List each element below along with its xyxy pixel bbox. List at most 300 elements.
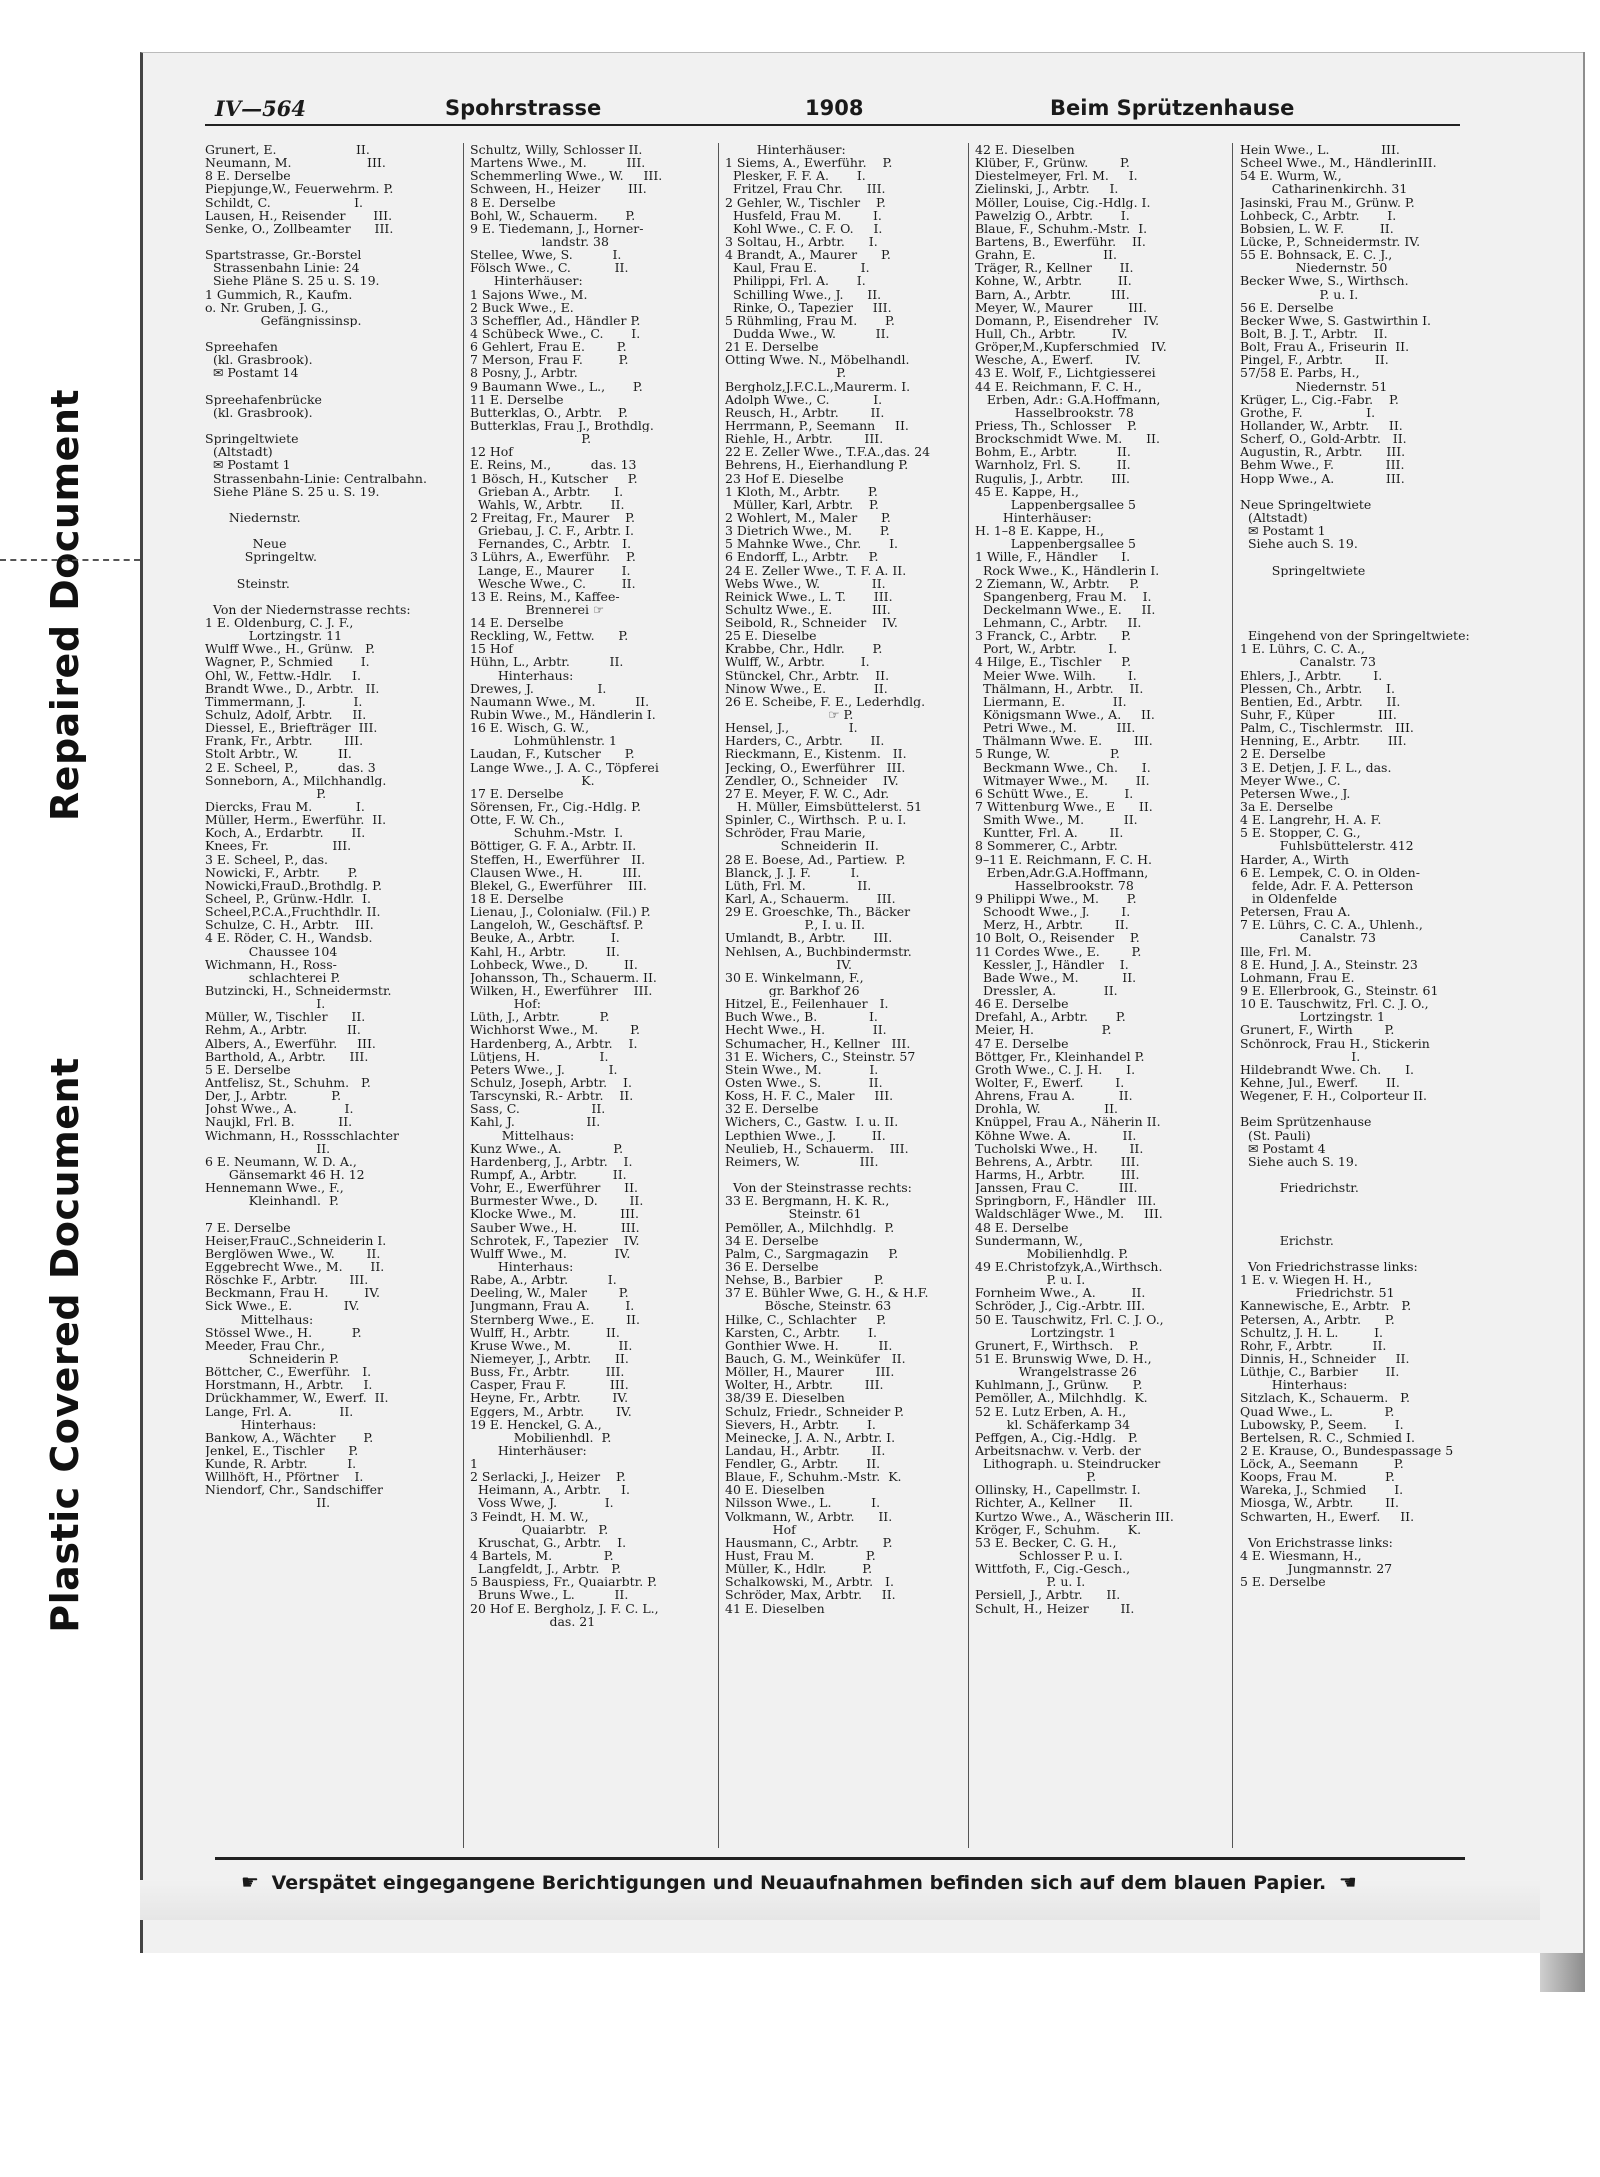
directory-line: Hinterhaus: bbox=[470, 1259, 574, 1274]
directory-line: Reusch, H., Arbtr. II. bbox=[725, 405, 885, 419]
directory-line: Clausen Wwe., H. III. bbox=[470, 865, 642, 879]
directory-line: Hühn, L., Arbtr. II. bbox=[470, 655, 624, 669]
directory-line: Spreehafen bbox=[205, 340, 278, 354]
directory-line: Wichmann, H., Ross- bbox=[205, 957, 337, 971]
directory-line: Witmayer Wwe., M. II. bbox=[975, 773, 1150, 787]
directory-line: Hopp Wwe., A. III. bbox=[1240, 471, 1405, 485]
directory-line: Stein Wwe., M. I. bbox=[725, 1062, 879, 1076]
directory-line: Spangenberg, Frau M. I. bbox=[975, 589, 1152, 603]
directory-line: 25 E. Dieselbe bbox=[725, 629, 817, 643]
directory-line: felde, Adr. F. A. Petterson bbox=[1240, 878, 1414, 893]
directory-line: Königsmann Wwe., A. II. bbox=[975, 708, 1155, 722]
directory-line: Scheel Wwe., M., HändlerinIII. bbox=[1240, 156, 1437, 170]
directory-line bbox=[1240, 577, 1470, 590]
directory-line: Kröger, F., Schuhm. K. bbox=[975, 1522, 1142, 1536]
directory-line: Rohr, F., Arbtr. II. bbox=[1240, 1338, 1387, 1352]
directory-line: Persiell, J., Arbtr. II. bbox=[975, 1588, 1121, 1602]
directory-line: P. u. I. bbox=[975, 1575, 1086, 1589]
directory-line bbox=[1240, 590, 1470, 603]
directory-line: Petersen Wwe., J. bbox=[1240, 786, 1351, 801]
directory-line: Mittelhaus: bbox=[205, 1312, 314, 1326]
directory-line bbox=[1240, 1247, 1470, 1260]
directory-line: Arbeitsnachw. v. Verb. der bbox=[975, 1443, 1141, 1458]
directory-line: Bohl, W., Schauerm. P. bbox=[470, 208, 636, 222]
header-street: Spohrstrasse bbox=[445, 96, 602, 120]
directory-line: Wolter, F., Ewerf. I. bbox=[975, 1075, 1125, 1090]
directory-line: Schultz Wwe., E. III. bbox=[725, 602, 891, 617]
directory-line bbox=[205, 564, 435, 577]
directory-line: 1 bbox=[470, 1457, 478, 1471]
directory-line: 26 E. Scheibe, F. E., Lederhdlg. bbox=[725, 694, 926, 709]
directory-line: Blekel, G., Ewerführer III. bbox=[470, 878, 647, 893]
directory-line: H. 1–8 E. Kappe, H., bbox=[975, 524, 1105, 538]
directory-line: Nilsson Wwe., L. I. bbox=[725, 1496, 881, 1510]
directory-line: 1 Wille, F., Händler I. bbox=[975, 550, 1131, 564]
directory-line: Krüger, L., Cig.-Fabr. P. bbox=[1240, 392, 1399, 406]
directory-line bbox=[205, 498, 435, 511]
header-section: Beim Sprützenhause bbox=[1050, 96, 1295, 120]
directory-line: 34 E. Derselbe bbox=[725, 1233, 819, 1247]
directory-line: Bolt, B. J. T., Arbtr. II. bbox=[1240, 326, 1388, 341]
directory-line: Bentien, Ed., Arbtr. II. bbox=[1240, 694, 1401, 709]
directory-line: Catharinenkirchh. 31 bbox=[1240, 182, 1408, 196]
directory-line: Brandt Wwe., D., Arbtr. II. bbox=[205, 681, 380, 695]
directory-line bbox=[1240, 616, 1470, 629]
directory-line: Reinick Wwe., L. T. III. bbox=[725, 589, 893, 603]
directory-line: Osten Wwe., S. II. bbox=[725, 1075, 883, 1090]
directory-line: Miosga, W., Arbtr. II. bbox=[1240, 1496, 1399, 1510]
directory-line: P., I. u. II. bbox=[725, 918, 865, 932]
directory-line: Drewes, J. I. bbox=[470, 681, 607, 695]
directory-line: 28 E. Boese, Ad., Partiew. P. bbox=[725, 852, 906, 866]
directory-line: Volkmann, W., Arbtr. II. bbox=[725, 1509, 893, 1523]
directory-line: 17 E. Derselbe bbox=[470, 786, 564, 801]
directory-line: Müller, Karl, Arbtr. P. bbox=[725, 497, 879, 511]
directory-line: Bankow, A., Wächter P. bbox=[205, 1430, 374, 1444]
directory-line: 23 Hof E. Dieselbe bbox=[725, 471, 844, 485]
directory-line: 57/58 E. Parbs, H., bbox=[1240, 366, 1360, 380]
directory-line: (kl. Grasbrook). bbox=[205, 353, 313, 367]
directory-line: Lappenbergsallee 5 bbox=[975, 497, 1136, 511]
directory-line: Zielinski, J., Arbtr. I. bbox=[975, 182, 1119, 196]
directory-line: Lange, Frl. A. II. bbox=[205, 1404, 354, 1418]
directory-line: Eggebrecht Wwe., M. II. bbox=[205, 1259, 385, 1274]
directory-line: 20 Hof E. Bergholz, J. F. C. L., bbox=[470, 1601, 659, 1615]
directory-line: 46 E. Derselbe bbox=[975, 997, 1069, 1011]
directory-line: 3 Franck, C., Arbtr. P. bbox=[975, 629, 1131, 643]
directory-line: Pingel, F., Arbtr. II. bbox=[1240, 353, 1389, 367]
directory-line: landstr. 38 bbox=[470, 234, 609, 249]
directory-line: Hinterhaus: bbox=[470, 668, 574, 682]
directory-line: Müller, K., Hdlr. P. bbox=[725, 1562, 873, 1576]
directory-line: Heiser,FrauC.,Schneiderin I. bbox=[205, 1233, 387, 1247]
directory-line: 8 Sommerer, C., Arbtr. bbox=[975, 839, 1118, 853]
directory-line: Langeloh, W., Geschäftsf. P. bbox=[470, 918, 644, 932]
directory-line: Möller, H., Maurer III. bbox=[725, 1365, 895, 1379]
directory-line: Neulieb, H., Schauerm. III. bbox=[725, 1141, 909, 1155]
directory-line: 51 E. Brunswig Wwe, D. H., bbox=[975, 1351, 1152, 1366]
directory-line: 1 Sajons Wwe., M. bbox=[470, 287, 588, 301]
pointing-hand-left-icon: ☚ bbox=[1338, 1870, 1357, 1894]
directory-line: Böttger, Fr., Kleinhandel P. bbox=[975, 1049, 1145, 1063]
directory-line: Stössel Wwe., H. P. bbox=[205, 1325, 362, 1339]
directory-line: Heimann, A., Arbtr. I. bbox=[470, 1483, 630, 1497]
directory-line: 5 Bauspiess, Fr., Quaiarbtr. P. bbox=[470, 1575, 657, 1589]
directory-line: Becker Wwe, S. Gastwirthin I. bbox=[1240, 313, 1432, 327]
directory-line bbox=[1240, 1523, 1470, 1536]
directory-line: Liermann, E. II. bbox=[975, 694, 1127, 709]
directory-line: 1 Siems, A., Ewerführ. P. bbox=[725, 156, 893, 170]
directory-line: Hausmann, C., Arbtr. P. bbox=[725, 1535, 893, 1550]
directory-line: Springeltwiete bbox=[1240, 563, 1366, 577]
directory-line: Schneiderin P. bbox=[205, 1351, 340, 1366]
directory-line: Riehle, H., Arbtr. III. bbox=[725, 432, 884, 446]
footer-rule bbox=[215, 1857, 1465, 1860]
directory-line: Hilke, C., Schlachter P. bbox=[725, 1312, 887, 1326]
directory-line: Kessler, J., Händler I. bbox=[975, 957, 1129, 971]
directory-line: ✉ Postamt 14 bbox=[205, 366, 299, 380]
directory-column-2 bbox=[470, 143, 700, 1853]
directory-line: Webs Wwe., W. II. bbox=[725, 576, 886, 590]
directory-line: P. bbox=[205, 786, 327, 801]
directory-line: Erichstr. bbox=[1240, 1233, 1334, 1247]
directory-line: 41 E. Dieselben bbox=[725, 1601, 825, 1615]
directory-line: Plesker, F. F. A. I. bbox=[725, 169, 866, 183]
directory-line: Lepthien Wwe., J. II. bbox=[725, 1128, 886, 1142]
directory-line: Springeltwiete bbox=[205, 432, 299, 446]
directory-line: Heyne, Fr., Arbtr. IV. bbox=[470, 1391, 629, 1405]
directory-line: Rubin Wwe., M., Händlerin I. bbox=[470, 708, 656, 722]
directory-line: 6 E. Lempek, C. O. in Olden- bbox=[1240, 865, 1420, 879]
directory-line: Drückhammer, W., Ewerf. II. bbox=[205, 1391, 389, 1405]
directory-line: Neumann, M. III. bbox=[205, 156, 386, 170]
directory-line: Petersen, A., Arbtr. P. bbox=[1240, 1312, 1395, 1326]
directory-line: 7 Merson, Frau F. P. bbox=[470, 353, 629, 367]
directory-line: Lücke, P., Schneidermstr. IV. bbox=[1240, 234, 1421, 249]
directory-line: Hasselbrookstr. 78 bbox=[975, 878, 1134, 893]
directory-line: Schröder, Max, Arbtr. II. bbox=[725, 1588, 896, 1602]
directory-line: Hinterhaus: bbox=[205, 1417, 317, 1431]
directory-line: Naujkl, Frl. B. II. bbox=[205, 1115, 353, 1129]
footer-text: Verspätet eingegangene Berichtigungen und Neuaufnahmen befinden sich auf dem blauen Papier. bbox=[271, 1872, 1327, 1894]
directory-line: 47 E. Derselbe bbox=[975, 1036, 1069, 1050]
directory-line: Wichmann, H., Rossschlachter bbox=[205, 1128, 399, 1142]
directory-line: Deeling, W., Maler P. bbox=[470, 1286, 629, 1300]
directory-line: 9–11 E. Reichmann, F. C. H. bbox=[975, 852, 1152, 866]
directory-line: Rieckmann, E., Kistenm. II. bbox=[725, 747, 907, 761]
directory-line: 9 Philippi Wwe., M. P. bbox=[975, 892, 1137, 906]
directory-line: 1 Gummich, R., Kaufm. bbox=[205, 287, 353, 301]
directory-line: Meeder, Frau Chr., bbox=[205, 1338, 325, 1352]
directory-line: Lohmann, Frau E. bbox=[1240, 970, 1355, 984]
directory-line: Lüthje, C., Barbier II. bbox=[1240, 1365, 1400, 1379]
directory-line: Grunert, F., Wirthsch. P. bbox=[975, 1338, 1139, 1352]
directory-line: 8 E. Hund, J. A., Steinstr. 23 bbox=[1240, 957, 1418, 971]
directory-line: P. bbox=[725, 366, 847, 380]
directory-line: I. bbox=[205, 997, 326, 1011]
directory-line: (Altstadt) bbox=[205, 445, 273, 459]
directory-line: o. Nr. Gruben, J. G., bbox=[205, 300, 329, 314]
directory-line: Friedrichstr. 51 bbox=[1240, 1286, 1395, 1300]
directory-line: Meinecke, J. A. N., Arbtr. I. bbox=[725, 1430, 896, 1444]
directory-line: 6 Schütt Wwe., E. I. bbox=[975, 786, 1134, 801]
directory-column-3 bbox=[725, 143, 955, 1853]
directory-line: Becker Wwe, S., Wirthsch. bbox=[1240, 274, 1409, 288]
directory-line: 3a E. Derselbe bbox=[1240, 800, 1334, 814]
directory-line bbox=[1240, 485, 1470, 498]
directory-line bbox=[1240, 1194, 1470, 1207]
directory-line: 14 E. Derselbe bbox=[470, 616, 564, 630]
directory-line: Hardenberg, J., Arbtr. I. bbox=[470, 1154, 633, 1168]
directory-line: Rumpf, A., Arbtr. II. bbox=[470, 1167, 627, 1182]
directory-line: Blaue, F., Schuhm.-Mstr. I. bbox=[975, 221, 1148, 235]
directory-line: Sternberg Wwe., E. II. bbox=[470, 1312, 640, 1326]
directory-line: Karl, A., Schauerm. III. bbox=[725, 892, 896, 906]
directory-line: 16 E. Wisch, G. W., bbox=[470, 721, 590, 735]
directory-line: Timmermann, J. I. bbox=[205, 694, 363, 709]
directory-line: Barthold, A., Arbtr. III. bbox=[205, 1049, 369, 1063]
directory-line: Siehe Pläne S. 25 u. S. 19. bbox=[205, 274, 380, 288]
directory-line: 5 Rühmling, Frau M. P. bbox=[725, 313, 895, 327]
directory-line: Spinler, C., Wirthsch. P. u. I. bbox=[725, 813, 907, 827]
directory-line: Smith Wwe., M. II. bbox=[975, 813, 1138, 827]
directory-line: Quad Wwe., L. P. bbox=[1240, 1404, 1395, 1418]
directory-line: Mittelhaus: bbox=[470, 1128, 575, 1142]
directory-line: 3 E. Detjen, J. F. L., das. bbox=[1240, 760, 1392, 774]
pointing-hand-right-icon: ☛ bbox=[241, 1870, 259, 1894]
directory-line: 18 E. Derselbe bbox=[470, 892, 564, 906]
directory-line: 24 E. Zeller Wwe., T. F. A. II. bbox=[725, 563, 907, 577]
directory-line: 2 E. Derselbe bbox=[1240, 747, 1326, 761]
directory-line: 5 E. Derselbe bbox=[1240, 1575, 1326, 1589]
directory-line: P. bbox=[470, 432, 592, 446]
directory-line: Niedernstr. bbox=[205, 510, 301, 525]
directory-line bbox=[205, 380, 435, 393]
directory-line: Pawelzig O., Arbtr. I. bbox=[975, 208, 1130, 222]
directory-line: Griebau, J. C. F., Arbtr. I. bbox=[470, 524, 634, 538]
directory-line: Groth Wwe., C. J. H. I. bbox=[975, 1062, 1136, 1076]
directory-line bbox=[1240, 550, 1470, 563]
directory-line: Petersen, Frau A. bbox=[1240, 905, 1351, 919]
directory-line: Butterklas, Frau J., Brothdlg. bbox=[470, 418, 654, 433]
directory-line: Rabe, A., Arbtr. I. bbox=[470, 1273, 617, 1287]
directory-line: das. 21 bbox=[470, 1614, 596, 1628]
directory-line: Hasselbrookstr. 78 bbox=[975, 405, 1134, 419]
directory-line: Vohr, E., Ewerführer II. bbox=[470, 1181, 639, 1195]
directory-line: Hinterhäuser: bbox=[725, 143, 846, 157]
directory-line: Wareka, J., Schmied I. bbox=[1240, 1483, 1404, 1497]
directory-line: Wagner, P., Schmied I. bbox=[205, 655, 370, 669]
directory-line: Sick Wwe., E. IV. bbox=[205, 1299, 360, 1313]
directory-line bbox=[1240, 1207, 1470, 1220]
directory-line: Johansson, Th., Schauerm. II. bbox=[470, 970, 657, 984]
directory-line: 9 E. Tiedemann, J., Horner- bbox=[470, 221, 644, 235]
directory-line: Neue bbox=[205, 537, 287, 551]
directory-line: Buss, Fr., Arbtr. III. bbox=[470, 1365, 625, 1379]
page-number: IV—564 bbox=[215, 96, 306, 121]
directory-line: Henning, E., Arbtr. III. bbox=[1240, 734, 1407, 748]
directory-line bbox=[1240, 603, 1470, 616]
directory-line: 33 E. Bergmann, H. K. R., bbox=[725, 1194, 890, 1208]
directory-line: Nehse, B., Barbier P. bbox=[725, 1273, 884, 1287]
directory-line: 4 Hilge, E., Tischler P. bbox=[975, 655, 1132, 669]
directory-line: Ollinsky, H., Capellmstr. I. bbox=[975, 1483, 1141, 1497]
directory-line: Spreehafenbrücke bbox=[205, 392, 322, 406]
directory-line: Lortzingstr. 1 bbox=[1240, 1010, 1386, 1024]
directory-line: 53 E. Becker, C. G. H., bbox=[975, 1535, 1117, 1550]
directory-line: Reckling, W., Fettw. P. bbox=[470, 629, 629, 643]
directory-line: 49 E.Christofzyk,A.,Wirthsch. bbox=[975, 1259, 1163, 1274]
directory-line: Schuhm.-Mstr. I. bbox=[470, 826, 624, 840]
directory-line: 2 E. Scheel, P., das. 3 bbox=[205, 760, 376, 774]
directory-line: Suhr, F., Küper III. bbox=[1240, 708, 1397, 722]
directory-line: Augustin, R., Arbtr. III. bbox=[1240, 445, 1406, 459]
directory-line: 3 Dietrich Wwe., M. P. bbox=[725, 524, 890, 538]
directory-line: Siehe auch S. 19. bbox=[1240, 537, 1358, 551]
directory-line: Wesche Wwe., C. II. bbox=[470, 576, 636, 590]
directory-line: Fritzel, Frau Chr. III. bbox=[725, 182, 886, 196]
directory-line: Bobsien, L. W. F. II. bbox=[1240, 221, 1394, 235]
directory-line bbox=[725, 1168, 955, 1181]
directory-line: Scherf, O., Gold-Arbtr. II. bbox=[1240, 432, 1407, 446]
directory-line: Röschke F., Arbtr. III. bbox=[205, 1273, 369, 1287]
directory-line: Frank, Fr., Arbtr. III. bbox=[205, 734, 364, 748]
directory-line: Diestelmeyer, Frl. M. I. bbox=[975, 169, 1138, 183]
directory-line: 1 E. v. Wiegen H. H., bbox=[1240, 1273, 1372, 1287]
plastic-covered-document-label: Plastic Covered Document bbox=[43, 1057, 87, 1633]
directory-line: Koch, A., Erdarbtr. II. bbox=[205, 826, 366, 840]
directory-line: Diessel, E., Briefträger III. bbox=[205, 721, 378, 735]
directory-line: Otting Wwe. N., Möbelhandl. bbox=[725, 353, 910, 367]
directory-line: Diercks, Frau M. I. bbox=[205, 800, 365, 814]
directory-line: 3 E. Scheel, P., das. bbox=[205, 852, 328, 866]
directory-line: Senke, O., Zollbeamter III. bbox=[205, 221, 394, 235]
directory-line: Eingehend von der Springeltwiete: bbox=[1240, 629, 1470, 643]
directory-line: 3 Feindt, H. M. W., bbox=[470, 1509, 589, 1523]
directory-line: Merz, H., Arbtr. II. bbox=[975, 918, 1129, 932]
directory-line: ✉ Postamt 1 bbox=[1240, 524, 1326, 538]
directory-line: Krabbe, Chr., Hdlr. P. bbox=[725, 642, 883, 656]
directory-line: Beuke, A., Arbtr. I. bbox=[470, 931, 620, 945]
directory-line: Bertelsen, R. C., Schmied I. bbox=[1240, 1430, 1415, 1444]
directory-line: Blanck, J. J. F. I. bbox=[725, 865, 860, 879]
directory-line: 11 Cordes Wwe., E. P. bbox=[975, 944, 1142, 958]
directory-line: 54 E. Wurm, W., bbox=[1240, 169, 1342, 183]
directory-line: Barn, A., Arbtr. III. bbox=[975, 287, 1130, 301]
directory-line: H. Müller, Eimsbüttelerst. 51 bbox=[725, 800, 923, 814]
directory-line: Steinstr. 61 bbox=[725, 1207, 862, 1221]
directory-line: Laudan, F., Kutscher P. bbox=[470, 747, 635, 761]
directory-line: Kahl, H., Arbtr. II. bbox=[470, 944, 620, 958]
directory-line: (St. Pauli) bbox=[1240, 1128, 1311, 1142]
directory-line: Spartstrasse, Gr.-Borstel bbox=[205, 248, 362, 262]
directory-line: Dressler, A. II. bbox=[975, 984, 1118, 998]
directory-line: P. u. I. bbox=[1240, 287, 1359, 301]
directory-line: Fernandes, C., Arbtr. I. bbox=[470, 537, 632, 551]
directory-line: Butzincki, H., Schneidermstr. bbox=[205, 984, 392, 998]
directory-line: Grothe, F. I. bbox=[1240, 405, 1376, 419]
directory-line: Petri Wwe., M. III. bbox=[975, 721, 1136, 735]
directory-line: Koops, Frau M. P. bbox=[1240, 1470, 1395, 1484]
directory-line: 4 E. Langrehr, H. A. F. bbox=[1240, 813, 1382, 827]
directory-line: Ehlers, J., Arbtr. I. bbox=[1240, 668, 1383, 682]
directory-line: schlachterei P. bbox=[205, 970, 341, 984]
directory-line: Meier Wwe. Wilh. I. bbox=[975, 668, 1137, 682]
directory-line: Rugulis, J., Arbtr. III. bbox=[975, 471, 1131, 485]
directory-line: 10 E. Tauschwitz, Frl. C. J. O., bbox=[1240, 997, 1429, 1011]
directory-line: Hinterhaus: bbox=[1240, 1378, 1348, 1392]
directory-line: Chaussee 104 bbox=[205, 944, 338, 958]
directory-line: Steinstr. bbox=[205, 576, 290, 590]
directory-line: 4 E. Röder, C. H., Wandsb. bbox=[205, 931, 373, 945]
directory-line: Kleinhandl. P. bbox=[205, 1194, 339, 1208]
directory-line: 6 E. Neumann, W. D. A., bbox=[205, 1154, 357, 1168]
directory-line: Schröder, J., Cig.-Arbtr. III. bbox=[975, 1299, 1146, 1313]
directory-line: Bauch, G. M., Weinküfer II. bbox=[725, 1351, 906, 1366]
directory-line: 11 E. Derselbe bbox=[470, 392, 564, 406]
directory-line: 9 E. Ellerbrook, G., Steinstr. 61 bbox=[1240, 984, 1439, 998]
directory-line: 44 E. Reichmann, F. C. H., bbox=[975, 379, 1142, 393]
directory-line: Möller, Louise, Cig.-Hdlg. I. bbox=[975, 195, 1151, 209]
directory-line: Grunert, E. II. bbox=[205, 143, 370, 157]
column-separator bbox=[968, 143, 969, 1848]
directory-line: Behrens, H., Eierhandlung P. bbox=[725, 458, 909, 472]
header-year: 1908 bbox=[805, 96, 864, 120]
directory-line: P. u. I. bbox=[975, 1273, 1086, 1287]
directory-line: Kahl, J. II. bbox=[470, 1115, 601, 1129]
directory-line: Dinnis, H., Schneider II. bbox=[1240, 1351, 1410, 1366]
directory-line: Bohm, E., Arbtr. II. bbox=[975, 445, 1131, 459]
directory-line: Wichers, C., Gastw. I. u. II. bbox=[725, 1115, 899, 1129]
directory-line: Schwarten, H., Ewerf. II. bbox=[1240, 1509, 1415, 1523]
directory-line: Hildebrandt Wwe. Ch. I. bbox=[1240, 1062, 1415, 1076]
directory-line: Antfelisz, St., Schuhm. P. bbox=[205, 1075, 371, 1090]
directory-line: Voss Wwe, J. I. bbox=[470, 1496, 614, 1510]
directory-line: 2 Wohlert, M., Maler P. bbox=[725, 510, 891, 525]
directory-line bbox=[205, 419, 435, 432]
directory-line: Rehm, A., Arbtr. II. bbox=[205, 1023, 361, 1037]
directory-line: Umlandt, B., Arbtr. III. bbox=[725, 931, 893, 945]
directory-line: Blaue, F., Schuhm.-Mstr. K. bbox=[725, 1470, 902, 1484]
directory-line: Behrens, A., Arbtr. III. bbox=[975, 1154, 1140, 1168]
directory-line: Pemöller, A., Milchhdlg. K. bbox=[975, 1391, 1148, 1405]
directory-line: Strassenbahn Linie: 24 bbox=[205, 261, 360, 275]
directory-line: Kuntter, Frl. A. II. bbox=[975, 826, 1124, 840]
directory-line: 27 E. Meyer, F. W. C., Adr. bbox=[725, 786, 890, 801]
directory-line: ✉ Postamt 1 bbox=[205, 458, 291, 472]
directory-line: 1 E. Lührs, C. C. A., bbox=[1240, 642, 1365, 656]
directory-line: Beckmann, Frau H. IV. bbox=[205, 1286, 381, 1300]
directory-line: 8 E. Derselbe bbox=[205, 169, 291, 183]
directory-line: Gänsemarkt 46 H. 12 bbox=[205, 1167, 365, 1182]
side-labels bbox=[0, 0, 105, 2177]
directory-line: Jenkel, E., Tischler P. bbox=[205, 1443, 359, 1458]
directory-line: in Oldenfelde bbox=[1240, 892, 1338, 906]
directory-column-5 bbox=[1240, 143, 1470, 1853]
directory-line: 21 E. Derselbe bbox=[725, 340, 819, 354]
directory-line: Nowicki, F., Arbtr. P. bbox=[205, 865, 358, 879]
directory-line: Kunz Wwe., A. P. bbox=[470, 1141, 624, 1155]
dashed-divider bbox=[0, 559, 140, 561]
directory-line: 13 E. Reins, M., Kaffee- bbox=[470, 589, 620, 603]
directory-line: Hitzel, E., Feilenhauer I. bbox=[725, 997, 889, 1011]
directory-line: Koss, H. F. C., Maler III. bbox=[725, 1089, 894, 1103]
directory-line: 43 E. Wolf, F., Lichtgiesserei bbox=[975, 366, 1156, 380]
directory-line: 22 E. Zeller Wwe., T.F.A.,das. 24 bbox=[725, 445, 931, 459]
directory-line: Schoodt Wwe., J. I. bbox=[975, 905, 1131, 919]
directory-line: Reimers, W. III. bbox=[725, 1154, 879, 1168]
directory-line: Zendler, O., Schneider IV. bbox=[725, 773, 899, 787]
